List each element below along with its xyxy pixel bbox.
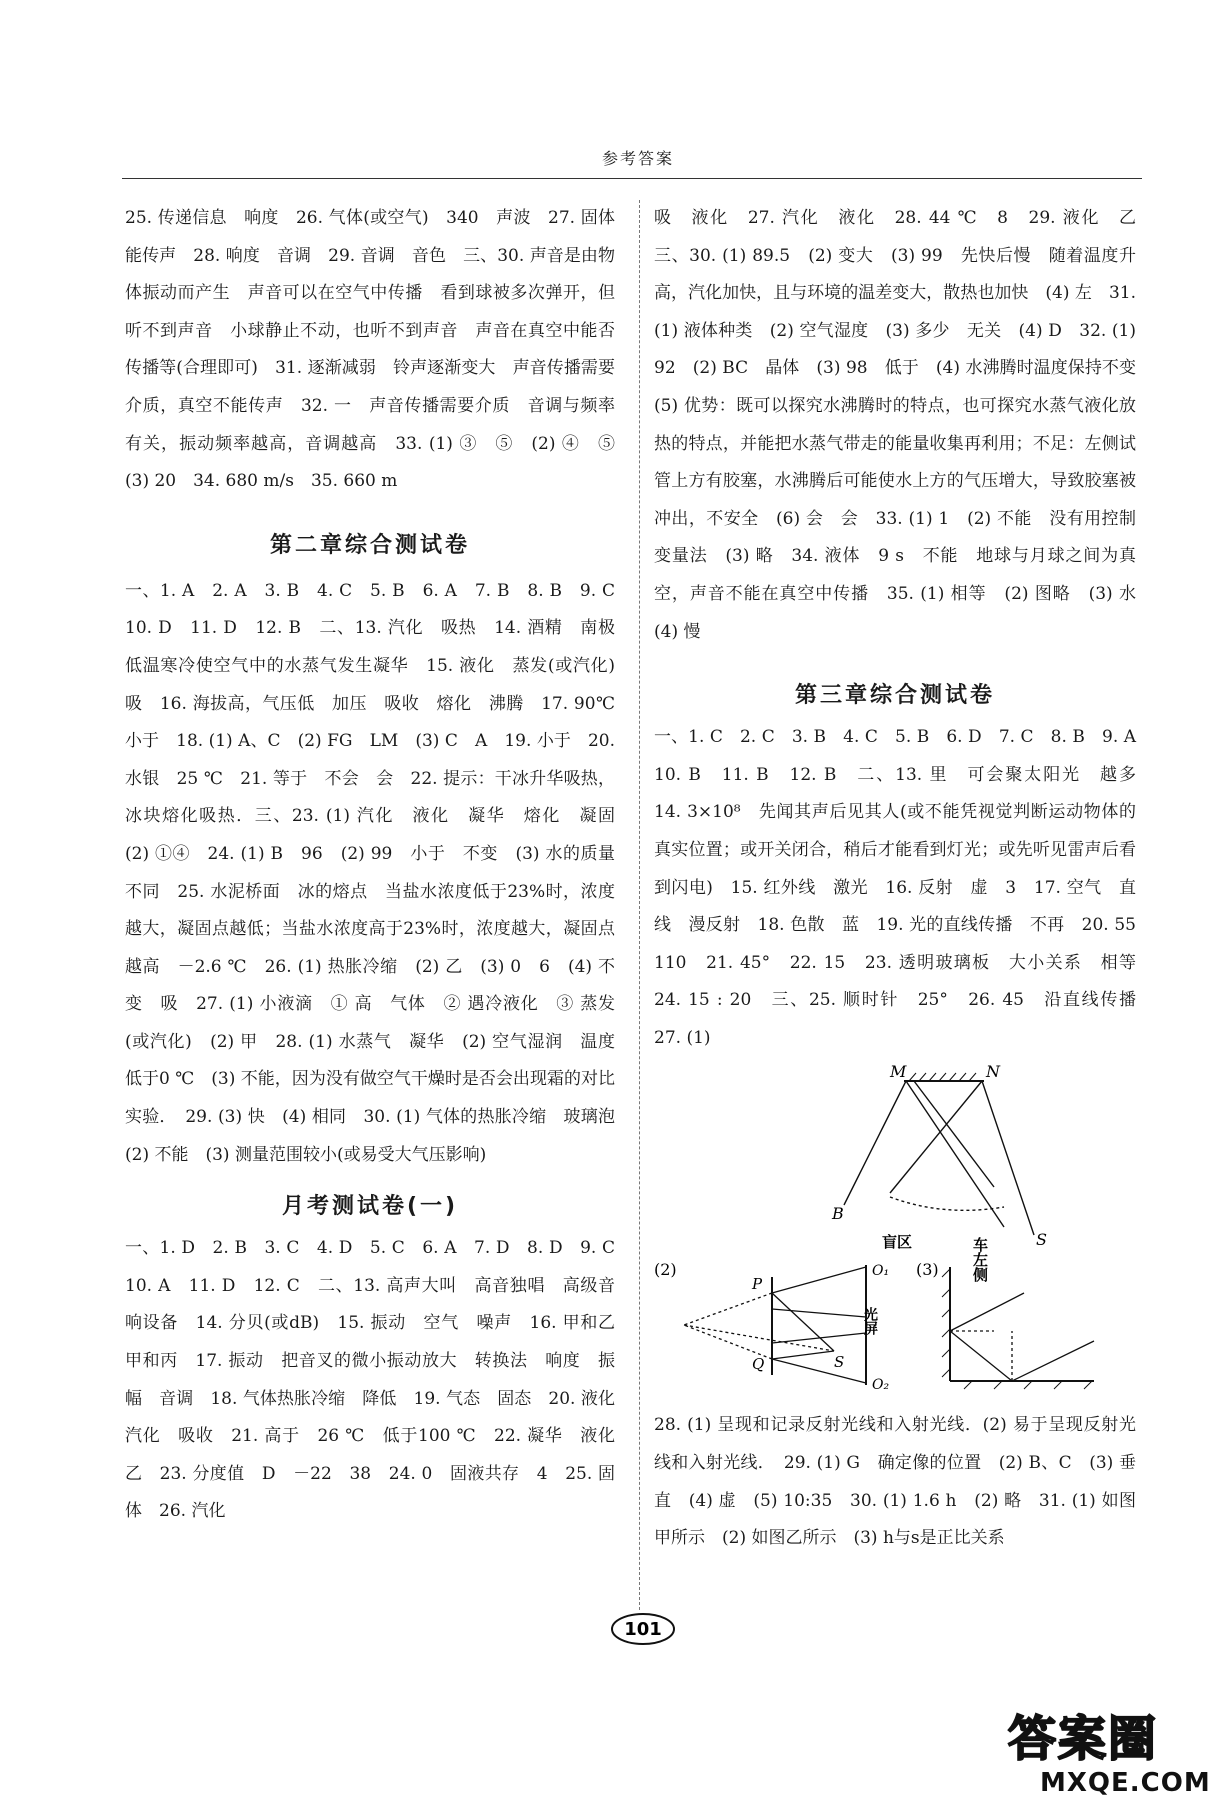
figure-2-3-svg (654, 1257, 1136, 1407)
header-rule (122, 178, 1142, 179)
answers-chapter2: 一、1. A 2. A 3. B 4. C 5. B 6. A 7. B 8. B 9. C 10. D 11. D 12. B 二、13. 汽化 吸热 14. 酒精 南极低温寒冷使空气中的水蒸气发生凝华 15. 液化 蒸发(或汽化) 吸 16. 海拔高，气压低 加压 吸收 熔化 沸腾 17. 90℃ 小于 18. (1) A、C (2) FG LM (3) C A 19. 小于 20. 水银 25 ℃ 21. 等于 不会 会 22. 提示：干冰升华吸热，冰块熔化吸热．三、23. (1) 汽化 液化 凝华 熔化 凝固 (2) ①④ 24. (1) B 96 (2) 99 小于 不变 (3) 水的质量不同 25. 水泥桥面 冰的熔点 当盐水浓度低于23%时，浓度越大，凝固点越低；当盐水浓度高于23%时，浓度越大，凝固点越高 －2.6 ℃ 26. (1) 热胀冷缩 (2) 乙 (3) 0 6 (4) 不变 吸 27. (1) 小液滴 ① 高 气体 ② 遇冷液化 ③ 蒸发(或汽化) (2) 甲 28. (1) 水蒸气 凝华 (2) 空气湿润 温度低于0 ℃ (3) 不能，因为没有做空气干燥时是否会出现霜的对比实验． 29. (3) 快 (4) 相同 30. (1) 气体的热胀冷缩 玻璃泡 (2) 不能 (3) 测量范围较小(或易受大气压影响) (125, 580, 632, 1165)
left-column (125, 200, 632, 1531)
answers-monthly-test: 一、1. D 2. B 3. C 4. D 5. C 6. A 7. D 8. D 9. C 10. A 11. D 12. C 二、13. 高声大叫 高音独唱 高级音响设备 14. 分贝(或dB) 15. 振动 空气 噪声 16. 甲和乙 甲和丙 17. 振动 把音叉的微小振动放大 转换法 响度 振幅 音调 18. 气体热胀冷缩 降低 19. 气态 固态 20. 液化 汽化 吸收 21. 高于 26 ℃ 低于100 ℃ 22. 凝华 液化 乙 23. 分度值 D －22 38 24. 0 固液共存 4 25. 固体 26. 汽化 (125, 1238, 632, 1522)
watermark-site: MXQE.COM (1040, 1768, 1211, 1798)
fig1-label-n: N (986, 1062, 1000, 1082)
section-title-chapter3: 第三章综合测试卷 (794, 683, 995, 709)
fig2-label-o1: O₁ (872, 1263, 890, 1280)
page-header-title: 参考答案 (601, 149, 674, 168)
section-title-chapter2: 第二章综合测试卷 (269, 532, 470, 558)
page-number: 101 (624, 1619, 662, 1640)
answers-chapter3: 一、1. C 2. C 3. B 4. C 5. B 6. D 7. C 8. B 9. A 10. B 11. B 12. B 二、13. 里 可会聚太阳光 越多 14. 3×10⁸ 先闻其声后见其人(或不能凭视觉判断运动物体的真实位置；或开关闭合，稍后才能看到灯光；或先听见雷声后看到闪电) 15. 红外线 激光 16. 反射 虚 3 17. 空气 直线 漫反射 18. 色散 蓝 19. 光的直线传播 不再 20. 55 110 21. 45° 22. 15 23. 透明玻璃板 大小关系 相等 24. 15 : 20 三、25. 顺时针 25° 26. 45 沿直线传播 27. (1) (654, 727, 1153, 1048)
fig3-label: (3) (916, 1260, 939, 1280)
answers-chapter1-tail: 25. 传递信息 响度 26. 气体(或空气) 340 声波 27. 固体能传声 28. 响度 音调 29. 音调 音色 三、30. 声音是由物体振动而产生 声音可以在空气中传播 看到球被多次弹开，但听不到声音 小球静止不动，也听不到声音 声音在真空中能否传播等(合理即可) 31. 逐渐减弱 铃声逐渐变大 声音传播需要介质，真空不能传声 32. 一 声音传播需要介质 音调与频率有关，振动频率越高，音调越高 33. (1) ③ ⑤ (2) ④ ⑤ (3) 20 34. 680 m/s 35. 660 m (125, 208, 632, 492)
figure-row-2-3 (654, 1257, 1136, 1407)
fig2-label-s: S (834, 1353, 845, 1372)
fig1-label-b: B (832, 1204, 844, 1224)
page-number-badge (610, 1612, 676, 1646)
section-title-monthly-test: 月考测试卷(一) (281, 1194, 459, 1220)
fig2-label-o2: O₂ (872, 1377, 890, 1394)
answers-chapter3-tail: 28. (1) 呈现和记录反射光线和入射光线．(2) 易于呈现反射光线和入射光线． 29. (1) G 确定像的位置 (2) B、C (3) 垂直 (4) 虚 (5) 10:35 30. (1) 1.6 h (2) 略 31. (1) 如图甲所示 (2) 如图乙所示 (3) h与s是正比关系 (654, 1415, 1136, 1549)
fig2-label-p: P (752, 1275, 763, 1294)
fig2-label-screen: 光屏 (862, 1307, 878, 1336)
watermark-logo: 答案圈 (1008, 1711, 1159, 1767)
column-divider (639, 200, 640, 1610)
answers-chapter2-tail: 吸 液化 27. 汽化 液化 28. 44 ℃ 8 29. 液化 乙 三、30. (1) 89.5 (2) 变大 (3) 99 先快后慢 随着温度升高，汽化加快，且与环境的温差变大，散热也加快 (4) 左 31. (1) 液体种类 (2) 空气湿度 (3) 多少 无关 (4) D 32. (1) 92 (2) BC 晶体 (3) 98 低于 (4) 水沸腾时温度保持不变 (5) 优势：既可以探究水沸腾时的特点，也可探究水蒸气液化放热的特点，并能把水蒸气带走的能量收集再利用；不足：左侧试管上方有胶塞，水沸腾后可能使水上方的气压增大，导致胶塞被冲出，不安全 (6) 会 会 33. (1) 1 (2) 不能 没有用控制变量法 (3) 略 34. 液体 9 s 不能 地球与月球之间为真空，声音不能在真空中传播 35. (1) 相等 (2) 图略 (3) 水 (4) 慢 (654, 208, 1153, 642)
fig1-label-s: S (1036, 1230, 1047, 1250)
fig1-label-car-side: 车左侧 (971, 1237, 989, 1283)
fig2-label: (2) (654, 1260, 677, 1280)
fig1-label-m: M (890, 1062, 907, 1082)
right-column (654, 200, 1153, 1558)
fig2-label-q: Q (752, 1355, 765, 1374)
fig1-label-blind-zone: 盲区 (882, 1233, 913, 1252)
